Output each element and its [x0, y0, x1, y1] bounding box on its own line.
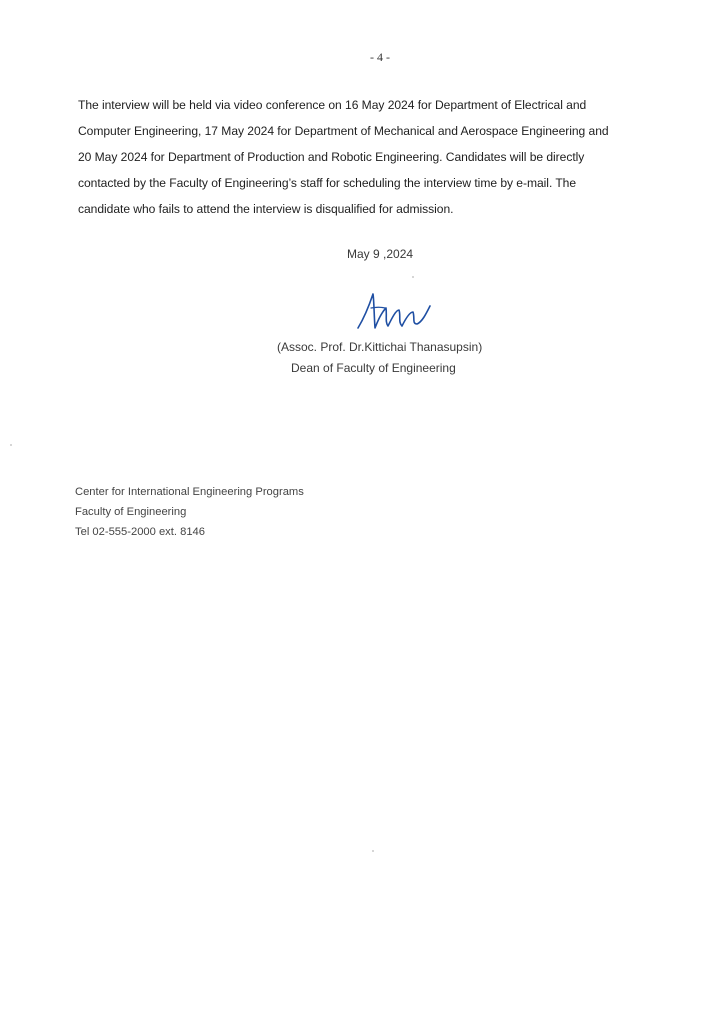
page-number: - 4 -	[370, 50, 390, 64]
body-line: contacted by the Faculty of Engineering’s staff for scheduling the interview time by e-mail. The	[78, 176, 577, 190]
body-line: Computer Engineering, 17 May 2024 for Department of Mechanical and Aerospace Engineering and	[78, 124, 609, 138]
contact-block	[75, 482, 304, 542]
signer-name: (Assoc. Prof. Dr.Kittichai Thanasupsin)	[277, 340, 483, 354]
signature-date: May 9 ,2024	[347, 247, 414, 261]
signature-icon	[352, 290, 432, 336]
contact-phone: Tel 02-555-2000 ext. 8146	[75, 526, 205, 538]
body-paragraph	[78, 92, 662, 222]
body-line: candidate who fails to attend the interview is disqualified for admission.	[78, 202, 454, 216]
signer-title: Dean of Faculty of Engineering	[291, 361, 456, 375]
body-line: 20 May 2024 for Department of Production and Robotic Engineering. Candidates will be directly	[78, 150, 585, 164]
contact-office: Center for International Engineering Programs	[75, 486, 304, 498]
scan-speck	[10, 444, 12, 446]
contact-faculty: Faculty of Engineering	[75, 506, 187, 518]
scan-speck	[412, 276, 414, 278]
body-line: The interview will be held via video conference on 16 May 2024 for Department of Electrical and	[78, 98, 587, 112]
scan-speck	[372, 850, 374, 852]
